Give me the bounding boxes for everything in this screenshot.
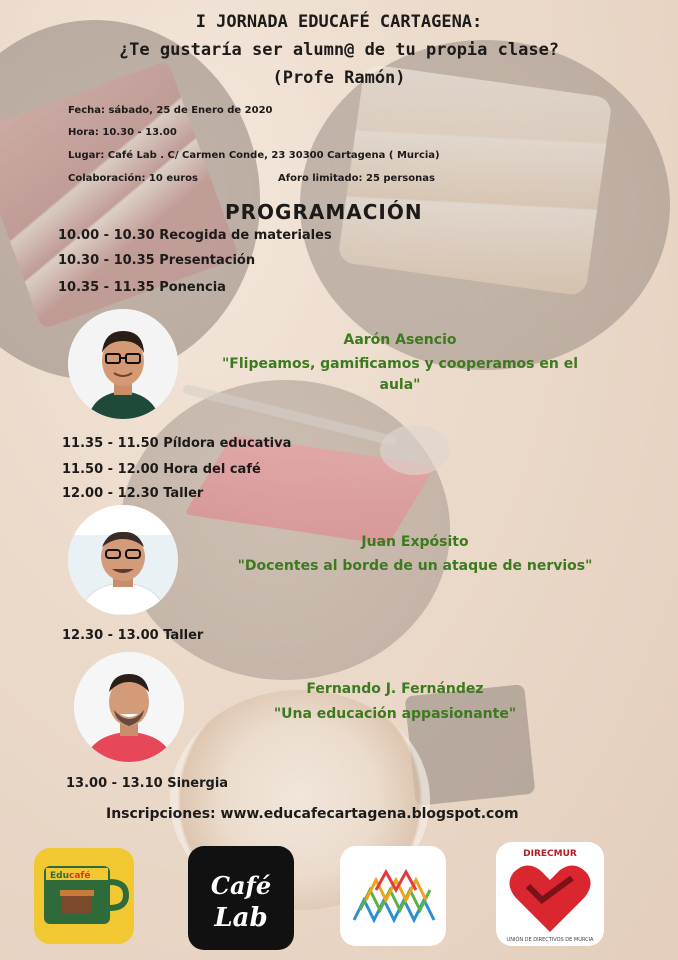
event-fee: Colaboración: 10 euros [68, 173, 198, 184]
schedule-item: 10.00 - 10.30 Recogida de materiales [58, 228, 332, 243]
schedule-item: 11.50 - 12.00 Hora del café [62, 462, 261, 477]
schedule-item: 10.30 - 10.35 Presentación [58, 253, 256, 268]
speaker-photo-fernando [74, 652, 184, 762]
direcmur-logo-text: DIRECMUR [523, 849, 577, 859]
speaker-talk-title: "Docentes al borde de un ataque de nervios" [237, 558, 593, 574]
event-date: Fecha: sábado, 25 de Enero de 2020 [68, 105, 273, 116]
cafelab-logo [188, 846, 294, 950]
cafelab-logo-text: Lab [214, 903, 268, 933]
event-speaker-host: (Profe Ramón) [272, 68, 406, 88]
event-location: Lugar: Café Lab . C/ Carmen Conde, 23 30300 Cartagena ( Murcia) [68, 150, 440, 161]
zigzag-logo [340, 846, 446, 946]
speaker-name: Juan Expósito [361, 534, 469, 550]
speaker-talk-title: aula" [379, 377, 421, 393]
speaker-photo-juan [68, 505, 178, 615]
registration-link[interactable]: Inscripciones: www.educafecartagena.blogspot.com [106, 806, 519, 822]
schedule-item: 12.00 - 12.30 Taller [62, 486, 204, 501]
svg-text:Educafé [50, 870, 90, 881]
educafe-logo-text: café [69, 871, 91, 881]
cafelab-logo-text: Café [210, 871, 272, 900]
direcmur-logo-text: UNIÓN DE DIRECTIVOS DE MURCIA [506, 937, 594, 943]
event-question: ¿Te gustaría ser alumn@ de tu propia clase? [118, 40, 560, 60]
educafe-logo [34, 848, 134, 944]
speaker-talk-title: "Flipeamos, gamificamos y cooperamos en el [222, 356, 578, 372]
speaker-name: Fernando J. Fernández [306, 681, 484, 697]
speaker-talk-title: "Una educación appasionante" [273, 706, 517, 722]
schedule-item: 10.35 - 11.35 Ponencia [58, 280, 226, 295]
event-capacity: Aforo limitado: 25 personas [278, 173, 435, 184]
speaker-name: Aarón Asencio [343, 332, 457, 348]
schedule-item: 13.00 - 13.10 Sinergia [66, 776, 229, 791]
educafe-logo-text: Edu [50, 871, 69, 881]
event-time: Hora: 10.30 - 13.00 [68, 127, 177, 138]
programme-title: PROGRAMACIÓN [225, 200, 423, 224]
schedule-item: 11.35 - 11.50 Píldora educativa [62, 436, 292, 451]
direcmur-logo [496, 842, 604, 946]
schedule-item: 12.30 - 13.00 Taller [62, 628, 204, 643]
speaker-photo-aaron [68, 309, 178, 419]
event-title: I JORNADA EDUCAFÉ CARTAGENA: [195, 12, 483, 32]
